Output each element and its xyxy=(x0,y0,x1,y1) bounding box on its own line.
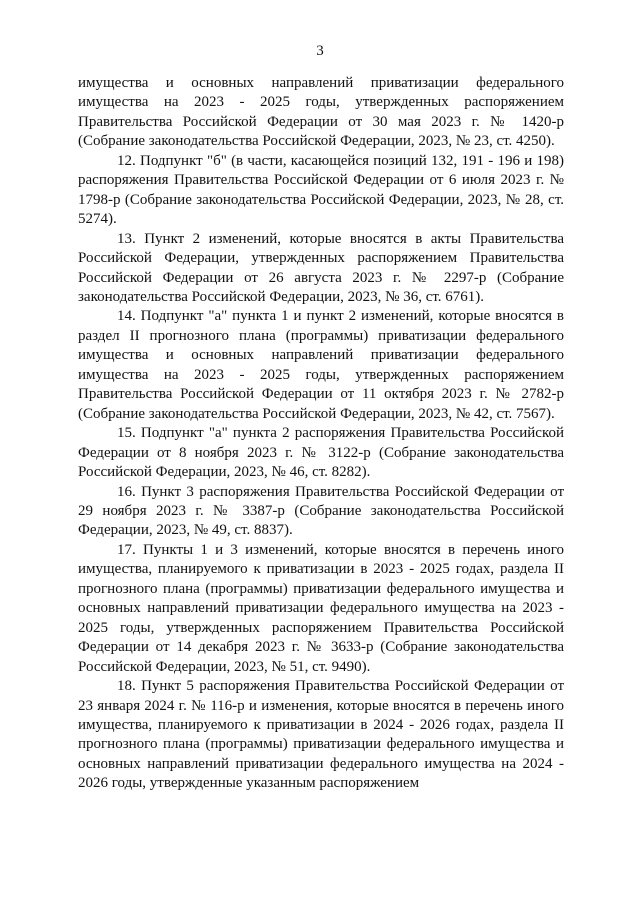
document-body xyxy=(78,74,564,794)
paragraph-item-14: 14. Подпункт "а" пункта 1 и пункт 2 изменений, которые вносятся в раздел II прогнозного плана (программы) приватизации федерального имущества и основных направлений приватизации федерального имущества на 2023 - 2025 годы, утвержденных распоряжением Правительства Российской Федерации от 11 октября 2023 г. № 2782-р (Собрание законодательства Российской Федерации, 2023, № 42, ст. 7567). xyxy=(78,308,564,422)
page-number: 3 xyxy=(316,43,324,59)
paragraph-item-17: 17. Пункты 1 и 3 изменений, которые вносятся в перечень иного имущества, планируемого к приватизации в 2023 - 2025 годах, раздела II прогнозного плана (программы) приватизации федерального имущества и основных направлений приватизации федерального имущества на 2023 - 2025 годы, утвержденных распоряжением Правительства Российской Федерации от 14 декабря 2023 г. № 3633-р (Собрание законодательства Российской Федерации, 2023, № 51, ст. 9490). xyxy=(78,541,564,675)
paragraph-continuation: имущества и основных направлений приватизации федерального имущества на 2023 - 2025 годы, утвержденных распоряжением Правительства Российской Федерации от 30 мая 2023 г. № 1420-р (Собрание законодательства Российской Федерации, 2023, № 23, ст. 4250). xyxy=(78,75,564,150)
paragraph-item-12: 12. Подпункт "б" (в части, касающейся позиций 132, 191 - 196 и 198) распоряжения Правительства Российской Федерации от 6 июля 2023 г. № 1798-р (Собрание законодательства Российской Федерации, 2023, № 28, ст. 5274). xyxy=(78,152,564,228)
paragraph-item-16: 16. Пункт 3 распоряжения Правительства Российской Федерации от 29 ноября 2023 г. № 3387-р (Собрание законодательства Российской Федерации, 2023, № 49, ст. 8837). xyxy=(78,483,564,539)
paragraph-item-13: 13. Пункт 2 изменений, которые вносятся в акты Правительства Российской Федерации, утвержденных распоряжением Правительства Российской Федерации от 26 августа 2023 г. № 2297-р (Собрание законодательства Российской Федерации, 2023, № 36, ст. 6761). xyxy=(78,230,564,305)
paragraph-item-15: 15. Подпункт "а" пункта 2 распоряжения Правительства Российской Федерации от 8 ноября 2023 г. № 3122-р (Собрание законодательства Российской Федерации, 2023, № 46, ст. 8282). xyxy=(78,425,564,481)
paragraph-item-18: 18. Пункт 5 распоряжения Правительства Российской Федерации от 23 января 2024 г. № 116-р и изменения, которые вносятся в перечень иного имущества, планируемого к приватизации в 2024 - 2026 годах, раздела II прогнозного плана (программы) приватизации федерального имущества и основных направлений приватизации федерального имущества на 2024 - 2026 годы, утвержденные указанным распоряжением xyxy=(78,678,564,792)
